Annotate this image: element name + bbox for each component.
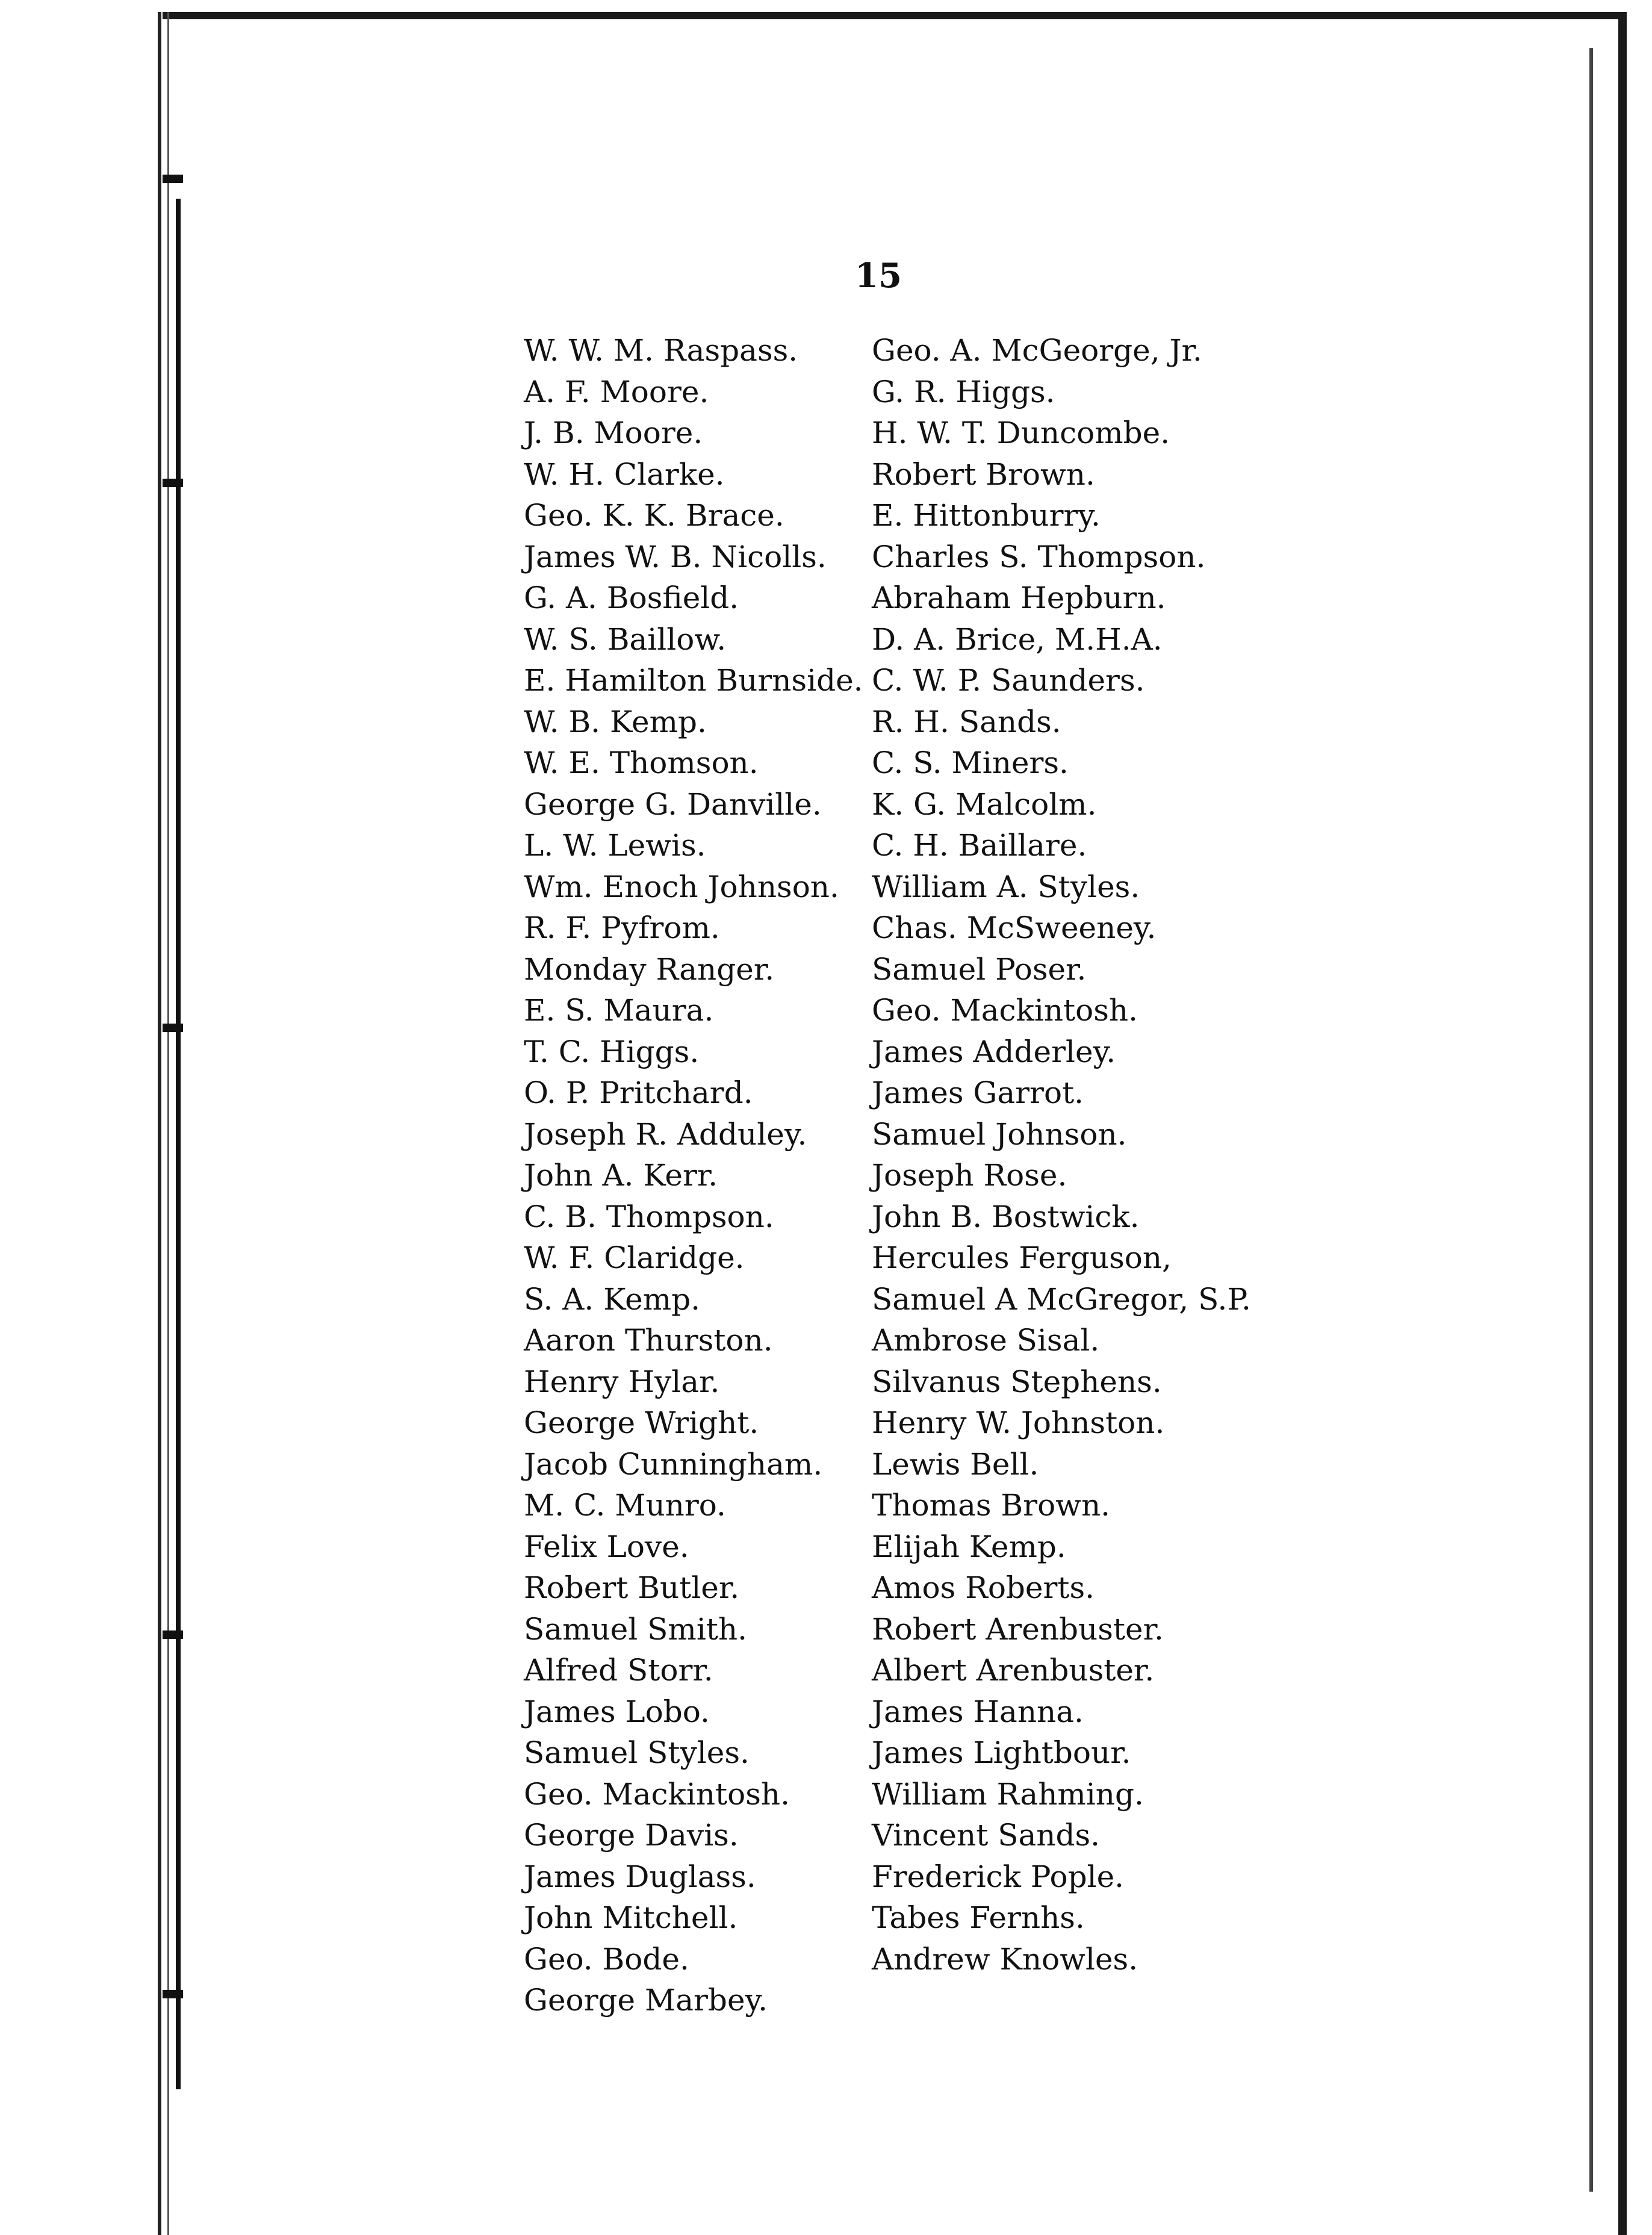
subscriber-name: George Marbey. [524, 1983, 768, 2018]
subscriber-name: R. H. Sands. [872, 704, 1061, 739]
binding-gutter [158, 12, 161, 2235]
subscriber-name: Ambrose Sisal. [872, 1323, 1100, 1358]
subscriber-name: M. C. Munro. [524, 1488, 726, 1523]
subscriber-name: William A. Styles. [872, 869, 1140, 904]
right-name-column [872, 330, 1251, 1980]
subscriber-name: K. G. Malcolm. [872, 786, 1097, 822]
subscriber-name: Felix Love. [524, 1529, 689, 1564]
left-name-column [524, 330, 863, 2021]
subscriber-name: James Lightbour. [872, 1735, 1131, 1770]
subscriber-name: E. S. Maura. [524, 993, 714, 1028]
subscriber-name: Lewis Bell. [872, 1446, 1039, 1482]
subscriber-name: W. E. Thomson. [524, 745, 759, 780]
subscriber-name: John Mitchell. [524, 1900, 738, 1935]
subscriber-name: G. R. Higgs. [872, 374, 1055, 409]
subscriber-name: Samuel Johnson. [872, 1116, 1127, 1152]
subscriber-name: W. S. Baillow. [524, 621, 727, 657]
subscriber-name: William Rahming. [872, 1776, 1144, 1812]
subscriber-name: Tabes Fernhs. [872, 1900, 1085, 1935]
subscriber-name: Thomas Brown. [872, 1488, 1111, 1523]
subscriber-name: Jacob Cunningham. [524, 1446, 823, 1482]
subscriber-name: Frederick Pople. [872, 1859, 1125, 1894]
subscriber-name: Geo. K. K. Brace. [524, 498, 784, 533]
subscriber-name: Robert Butler. [524, 1570, 740, 1605]
subscriber-name: S. A. Kemp. [524, 1281, 701, 1317]
subscriber-name: E. Hittonburry. [872, 498, 1101, 533]
subscriber-name: George Davis. [524, 1818, 739, 1853]
page-right-edge [1618, 12, 1627, 2235]
subscriber-name: Vincent Sands. [872, 1818, 1101, 1853]
subscriber-name: Hercules Ferguson, [872, 1240, 1172, 1275]
binding-stitch [163, 479, 183, 487]
subscriber-name: T. C. Higgs. [524, 1034, 700, 1069]
subscriber-name: James Garrot. [872, 1075, 1084, 1110]
subscriber-name: George G. Danville. [524, 786, 822, 822]
subscriber-name: D. A. Brice, M.H.A. [872, 621, 1163, 657]
subscriber-name: W. F. Claridge. [524, 1240, 745, 1275]
subscriber-name: John B. Bostwick. [872, 1199, 1140, 1234]
binding-gutter-inner [167, 12, 169, 2235]
subscriber-name: John A. Kerr. [524, 1158, 718, 1193]
subscriber-name: H. W. T. Duncombe. [872, 415, 1170, 450]
page-top-edge [163, 12, 1619, 19]
subscriber-name: James W. B. Nicolls. [524, 539, 827, 574]
subscriber-name: Geo. A. McGeorge, Jr. [872, 333, 1202, 368]
subscriber-name: Elijah Kemp. [872, 1529, 1066, 1564]
subscriber-name: Joseph R. Adduley. [524, 1116, 807, 1152]
subscriber-name: George Wright. [524, 1405, 759, 1440]
subscriber-name: Chas. McSweeney. [872, 910, 1157, 945]
subscriber-name: Silvanus Stephens. [872, 1364, 1162, 1399]
subscriber-name: Aaron Thurston. [524, 1323, 773, 1358]
subscriber-name: Charles S. Thompson. [872, 539, 1206, 574]
subscriber-name: Geo. Bode. [524, 1941, 689, 1977]
binding-stitch [163, 1024, 183, 1032]
subscriber-name: Samuel Poser. [872, 951, 1087, 987]
subscriber-name: Monday Ranger. [524, 951, 775, 987]
subscriber-name: Geo. Mackintosh. [872, 993, 1138, 1028]
subscriber-name: C. S. Miners. [872, 745, 1069, 780]
subscriber-name: J. B. Moore. [524, 415, 703, 450]
subscriber-name: Robert Arenbuster. [872, 1611, 1164, 1647]
subscriber-name: Robert Brown. [872, 456, 1095, 492]
subscriber-name: R. F. Pyfrom. [524, 910, 720, 945]
page-number: 15 [855, 256, 902, 296]
subscriber-name: O. P. Pritchard. [524, 1075, 753, 1110]
subscriber-name: Andrew Knowles. [872, 1941, 1138, 1977]
subscriber-name: Samuel Styles. [524, 1735, 750, 1770]
subscriber-name: C. B. Thompson. [524, 1199, 774, 1234]
binding-stitch [163, 175, 183, 183]
subscriber-name: W. H. Clarke. [524, 456, 725, 492]
subscriber-name: Amos Roberts. [872, 1570, 1095, 1605]
subscriber-name: C. W. P. Saunders. [872, 663, 1145, 698]
subscriber-name: G. A. Bosfield. [524, 580, 739, 615]
subscriber-name: Geo. Mackintosh. [524, 1776, 790, 1812]
subscriber-name: Wm. Enoch Johnson. [524, 869, 839, 904]
subscriber-name: C. H. Baillare. [872, 828, 1087, 863]
subscriber-name: Samuel A McGregor, S.P. [872, 1281, 1251, 1317]
subscriber-name: W. W. M. Raspass. [524, 333, 798, 368]
binding-stitch [163, 1990, 183, 1998]
subscriber-name: James Lobo. [524, 1694, 710, 1729]
subscriber-name: A. F. Moore. [524, 374, 709, 409]
page-right-inner-edge [1589, 48, 1593, 2192]
subscriber-name: E. Hamilton Burnside. [524, 663, 863, 698]
subscriber-name: Albert Arenbuster. [872, 1653, 1155, 1688]
subscriber-name: James Adderley. [872, 1034, 1116, 1069]
binding-stitch [163, 1630, 183, 1639]
subscriber-name: Abraham Hepburn. [872, 580, 1166, 615]
subscriber-name: James Hanna. [872, 1694, 1084, 1729]
subscriber-name: W. B. Kemp. [524, 704, 707, 739]
subscriber-name: Henry Hylar. [524, 1364, 720, 1399]
subscriber-name: Joseph Rose. [872, 1158, 1067, 1193]
subscriber-name: Samuel Smith. [524, 1611, 747, 1647]
subscriber-name: James Duglass. [524, 1859, 756, 1894]
subscriber-name: L. W. Lewis. [524, 828, 706, 863]
subscriber-name: Alfred Storr. [524, 1653, 713, 1688]
subscriber-name: Henry W. Johnston. [872, 1405, 1165, 1440]
